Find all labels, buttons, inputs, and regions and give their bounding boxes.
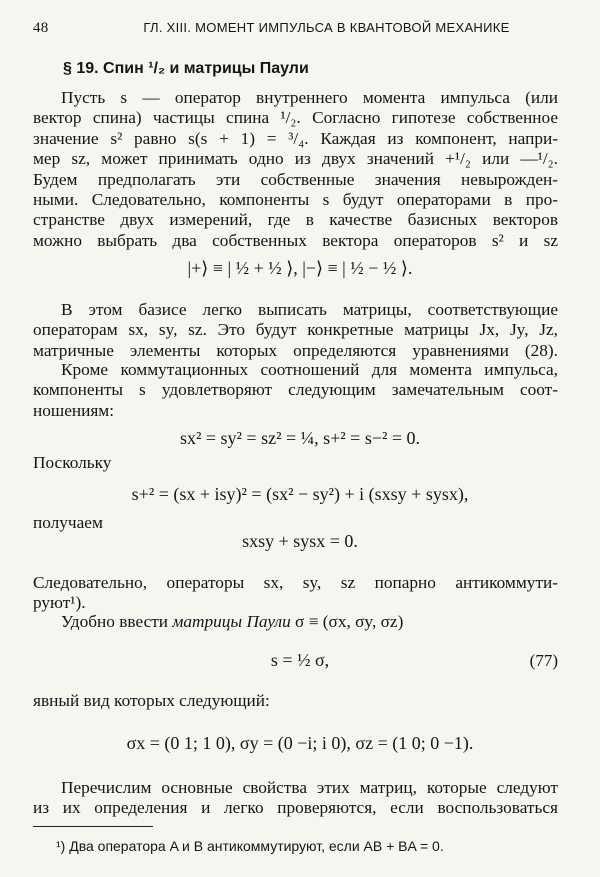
- footnote: ¹) Два оператора A и B антикоммутируют, если AB + BA = 0.: [56, 838, 444, 854]
- paragraph-3: [33, 360, 558, 421]
- equation-number: (77): [529, 651, 558, 670]
- text-line: можно выбрать два собственных вектора операторов s² и sz: [33, 230, 558, 250]
- pauli-intro-text: Удобно ввести: [61, 612, 173, 631]
- word-obtain: получаем: [33, 513, 103, 532]
- equation-squares: sx² = sy² = sz² = ¼, s+² = s−² = 0.: [179, 428, 421, 448]
- page-header: [33, 20, 560, 37]
- text-line: В этом базисе легко выписать матрицы, соответствующие: [61, 300, 558, 319]
- equation-splus: s+² = (sx + isy)² = (sx² − sy²) + i (sxsy + sysx),: [131, 484, 469, 504]
- text-line: Перечислим основные свойства этих матриц, которые следуют: [61, 778, 558, 797]
- text-line: матричные элементы которых определяются уравнениями (28).: [33, 340, 558, 360]
- equation-pauli-matrices: σx = (0 1; 1 0), σy = (0 −i; i 0), σz = (1 0; 0 −1).: [126, 733, 474, 753]
- text-line: значение s² равно s(s + 1) = ³/₄. Каждая из компонент, напри-: [33, 128, 558, 148]
- text-line: [33, 612, 558, 632]
- footnote-rule: [33, 826, 153, 827]
- text-line: операторам sx, sy, sz. Это будут конкретные матрицы Jx, Jy, Jz,: [33, 320, 558, 340]
- page-number: 48: [33, 20, 49, 36]
- pauli-intro-tail: σ ≡ (σx, σy, σz): [290, 612, 404, 631]
- text-line: ными. Следовательно, компоненты s будут операторами в про-: [33, 189, 558, 209]
- text-line: Пусть s — оператор внутреннего момента импульса (или: [61, 88, 558, 107]
- text-line: Будем предполагать эти собственные значения невырожден-: [33, 169, 558, 189]
- paragraph-4: [33, 573, 558, 614]
- equation-anticommute: sxsy + sysx = 0.: [242, 531, 358, 551]
- text-line: мер sz, может принимать одно из двух значений +¹/₂ или —¹/₂.: [33, 149, 558, 169]
- paragraph-5: [33, 778, 558, 819]
- pauli-matrices-term: матрицы Паули: [172, 612, 291, 631]
- paragraph-1: [33, 88, 558, 251]
- text-line: из их определения и легко проверяются, если воспользоваться: [33, 798, 558, 818]
- word-since: Поскольку: [33, 453, 112, 472]
- text-line: ношениям:: [33, 400, 115, 420]
- text-line: Кроме коммутационных соотношений для момента импульса,: [61, 360, 558, 379]
- text-line: руют¹).: [33, 593, 86, 613]
- equation-basis: |+⟩ ≡ | ½ + ½ ⟩, |−⟩ ≡ | ½ − ½ ⟩.: [187, 258, 413, 278]
- section-title: § 19. Спин ¹/₂ и матрицы Паули: [63, 60, 309, 77]
- pauli-intro: [33, 612, 558, 632]
- explicit-form-line: явный вид которых следующий:: [33, 691, 270, 710]
- paragraph-2: [33, 300, 558, 361]
- text-line: странстве двух измерений, где в качестве базисных векторов: [33, 210, 558, 230]
- equation-s-sigma: s = ½ σ,: [270, 650, 330, 670]
- text-line: компоненты s удовлетворяют следующим замечательным соот-: [33, 380, 558, 400]
- running-title: ГЛ. XIII. МОМЕНТ ИМПУЛЬСА В КВАНТОВОЙ МЕХАНИКЕ: [143, 20, 510, 35]
- text-line: вектор спина) частицы спина ¹/₂. Согласно гипотезе собственное: [33, 108, 558, 128]
- text-line: Следовательно, операторы sx, sy, sz попарно антикоммути-: [33, 573, 558, 592]
